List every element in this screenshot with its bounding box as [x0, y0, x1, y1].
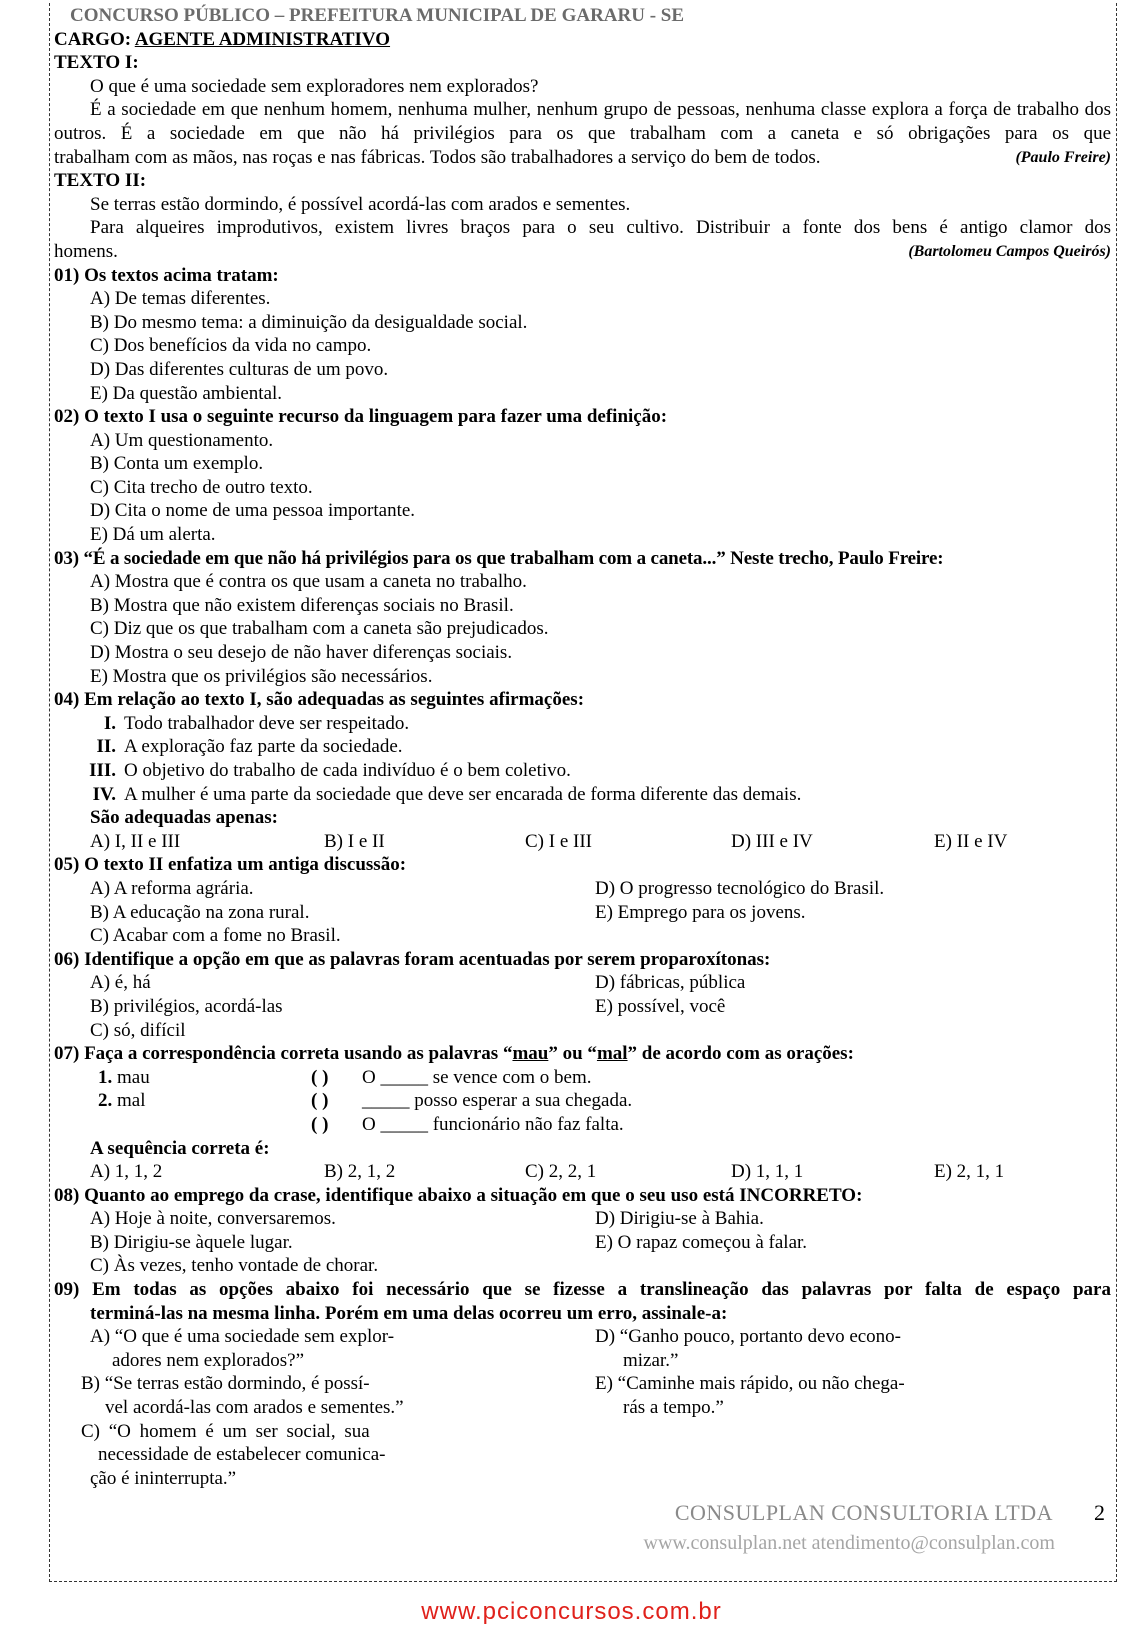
q4-item-2: II. A exploração faz parte da sociedade. [96, 736, 403, 758]
q9-row-1 [54, 1325, 1111, 1349]
q8-stem: 08) Quanto ao emprego da crase, identifique abaixo a situação em que o seu uso está INCORRETO: [54, 1184, 863, 1206]
page-number: 2 [1094, 1500, 1105, 1525]
q1-option-a: A) De temas diferentes. [90, 288, 271, 310]
q3-option-b: B) Mostra que não existem diferenças sociais no Brasil. [90, 594, 514, 616]
q5-option-d: D) O progresso tecnológico do Brasil. [595, 877, 885, 899]
q2-option-a: A) Um questionamento. [90, 429, 274, 451]
q4-stem: 04) Em relação ao texto I, são adequadas as seguintes afirmações: [54, 689, 585, 711]
q7-row-2: 2. mal ( ) _____ posso esperar a sua chegada. [98, 1090, 633, 1112]
q5-row-1 [54, 877, 1111, 901]
q6-stem: 06) Identifique a opção em que as palavras foram acentuadas por serem proparoxítonas: [54, 948, 771, 970]
q1-option-d: D) Das diferentes culturas de um povo. [90, 358, 389, 380]
q3-option-d: D) Mostra o seu desejo de não haver diferenças sociais. [90, 642, 513, 664]
q6-row-2 [54, 995, 1111, 1019]
q4-item-4: IV. A mulher é uma parte da sociedade que deve ser encarada de forma diferente das demais. [92, 783, 802, 805]
texto2-title: TEXTO II: [54, 170, 147, 192]
q9-option-b-l1: B) “Se terras estão dormindo, é possí- [81, 1373, 370, 1395]
q2-stem: 02) O texto I usa o seguinte recurso da linguagem para fazer uma definição: [54, 406, 668, 428]
q9-row-3 [54, 1372, 1111, 1396]
q9-option-c-l3: ção é ininterrupta.” [90, 1467, 237, 1489]
q9-stem-line1: 09) Em todas as opções abaixo foi necessário que se fizesse a translineação das palavras por falta de espaço para [54, 1279, 1111, 1301]
q9-option-a-l1: A) “O que é uma sociedade sem explor- [90, 1326, 395, 1348]
q6-option-b: B) privilégios, acordá-las [90, 995, 283, 1017]
exam-content [54, 4, 1111, 1490]
q9-stem-line2: terminá-las na mesma linha. Porém em uma delas ocorreu um erro, assinale-a: [90, 1302, 728, 1324]
q2-option-c: C) Cita trecho de outro texto. [90, 476, 313, 498]
q1-option-c: C) Dos benefícios da vida no campo. [90, 335, 372, 357]
q6-row-1 [54, 971, 1111, 995]
q9-option-a-l2: adores nem explorados?” [112, 1349, 305, 1371]
q7-option-b: B) 2, 1, 2 [324, 1161, 396, 1183]
footer-site-link[interactable]: www.pciconcursos.com.br [421, 1598, 722, 1625]
q6-option-e: E) possível, você [595, 995, 726, 1017]
q4-option-a: A) I, II e III [90, 830, 181, 852]
texto1-last-line: trabalham com as mãos, nas roças e nas fábricas. Todos são trabalhadores a serviço do bem de todos. (Paulo Freire) [54, 146, 1111, 168]
cargo-line: CARGO: AGENTE ADMINISTRATIVO [54, 28, 391, 50]
q8-option-a: A) Hoje à noite, conversaremos. [90, 1208, 336, 1230]
q4-options [54, 830, 1111, 854]
q9-option-c-l2: necessidade de estabelecer comunica- [98, 1444, 386, 1466]
q8-row-2 [54, 1231, 1111, 1255]
q3-stem: 03) “É a sociedade em que não há privilégios para os que trabalham com a caneta...” Neste trecho, Paulo Freire: [54, 547, 944, 569]
texto1-title: TEXTO I: [54, 52, 139, 74]
q7-paren-3: ( ) [311, 1113, 329, 1135]
texto2-last-line: homens. (Bartolomeu Campos Queirós) [54, 240, 1111, 262]
q4-option-d: D) III e IV [731, 830, 813, 852]
q9-option-d-l1: D) “Ganho pouco, portanto devo econo- [595, 1326, 902, 1348]
q5-option-c: C) Acabar com a fome no Brasil. [90, 925, 341, 947]
texto1-source: (Paulo Freire) [1015, 148, 1111, 166]
q6-option-a: A) é, há [90, 972, 151, 994]
q9-option-d-l2: mizar.” [623, 1349, 679, 1371]
q9-option-e-l1: E) “Caminhe mais rápido, ou não chega- [595, 1373, 905, 1395]
q7-sentence-1: O _____ se vence com o bem. [362, 1066, 592, 1088]
texto2-paragraph: Para alqueires improdutivos, existem livres braços para o seu cultivo. Distribuir a fonte dos bens é antigo clamor dos [90, 217, 1111, 239]
q4-option-b: B) I e II [324, 830, 385, 852]
q9-row-5 [54, 1420, 1111, 1444]
footer-contact: www.consulplan.net atendimento@consulplan.com [643, 1532, 1055, 1554]
q6-option-c: C) só, difícil [90, 1019, 186, 1041]
q7-option-d: D) 1, 1, 1 [731, 1161, 804, 1183]
q7-option-e: E) 2, 1, 1 [934, 1161, 1005, 1183]
q6-option-d: D) fábricas, pública [595, 972, 746, 994]
q2-option-b: B) Conta um exemplo. [90, 453, 264, 475]
q4-item-1: I. Todo trabalhador deve ser respeitado. [103, 712, 410, 734]
q1-option-b: B) Do mesmo tema: a diminuição da desigualdade social. [90, 311, 528, 333]
q4-subheading: São adequadas apenas: [90, 807, 278, 829]
texto1-line1: O que é uma sociedade sem exploradores nem explorados? [90, 75, 539, 97]
q5-option-a: A) A reforma agrária. [90, 877, 254, 899]
q8-option-d: D) Dirigiu-se à Bahia. [595, 1208, 764, 1230]
q7-option-c: C) 2, 2, 1 [525, 1161, 597, 1183]
q5-option-e: E) Emprego para os jovens. [595, 901, 806, 923]
q8-option-c: C) Às vezes, tenho vontade de chorar. [90, 1255, 379, 1277]
q8-row-1 [54, 1207, 1111, 1231]
texto2-source: (Bartolomeu Campos Queirós) [908, 242, 1111, 260]
q7-sentence-2: _____ posso esperar a sua chegada. [362, 1090, 633, 1112]
q9-row-4 [54, 1396, 1111, 1420]
contest-header: CONCURSO PÚBLICO – PREFEITURA MUNICIPAL DE GARARU - SE [70, 5, 685, 26]
q5-row-2 [54, 901, 1111, 925]
q5-option-b: B) A educação na zona rural. [90, 901, 310, 923]
q5-stem: 05) O texto II enfatiza um antiga discussão: [54, 854, 407, 876]
q7-row-3 [54, 1113, 1111, 1137]
q3-option-c: C) Diz que os que trabalham com a caneta são prejudicados. [90, 618, 549, 640]
q3-option-e: E) Mostra que os privilégios são necessários. [90, 665, 433, 687]
q2-option-d: D) Cita o nome de uma pessoa importante. [90, 500, 416, 522]
q9-row-2 [54, 1349, 1111, 1373]
q7-subheading: A sequência correta é: [90, 1137, 270, 1159]
q2-option-e: E) Dá um alerta. [90, 524, 216, 546]
q4-item-3: III. O objetivo do trabalho de cada indivíduo é o bem coletivo. [89, 760, 571, 781]
q7-options [54, 1160, 1111, 1184]
q9-option-c-l1: C) “O homem é um ser social, sua [81, 1420, 370, 1442]
q7-sentence-3: O _____ funcionário não faz falta. [362, 1113, 624, 1135]
q4-option-e: E) II e IV [934, 830, 1008, 852]
q8-option-e: E) O rapaz começou à falar. [595, 1231, 808, 1253]
q7-paren-1: ( ) [311, 1066, 329, 1088]
q1-stem: 01) Os textos acima tratam: [54, 264, 279, 286]
q9-option-b-l2: vel acordá-las com arados e sementes.” [105, 1397, 404, 1419]
q9-row-6 [54, 1443, 1111, 1467]
q9-option-e-l2: rás a tempo.” [623, 1397, 724, 1419]
q4-option-c: C) I e III [525, 830, 592, 852]
texto1-paragraph: É a sociedade em que nenhum homem, nenhuma mulher, nenhum grupo de pessoas, nenhuma classe explora a força de trabalho dos outros. É a sociedade em que não há privilégios para os que trabalham com a caneta e só obrigações para os que [54, 99, 1111, 144]
texto2-line1: Se terras estão dormindo, é possível acordá-las com arados e sementes. [90, 193, 631, 215]
q7-stem: 07) Faça a correspondência correta usando as palavras “mau” ou “mal” de acordo com as orações: [54, 1043, 854, 1065]
q8-option-b: B) Dirigiu-se àquele lugar. [90, 1231, 293, 1253]
q7-paren-2: ( ) [311, 1090, 329, 1112]
q7-row-1: 1. mau ( ) O _____ se vence com o bem. [98, 1066, 592, 1088]
q1-option-e: E) Da questão ambiental. [90, 382, 283, 404]
footer-company: CONSULPLAN CONSULTORIA LTDA [674, 1500, 1053, 1525]
q9-row-7 [54, 1467, 1111, 1491]
q3-option-a: A) Mostra que é contra os que usam a caneta no trabalho. [90, 571, 527, 593]
q7-option-a: A) 1, 1, 2 [90, 1161, 163, 1183]
